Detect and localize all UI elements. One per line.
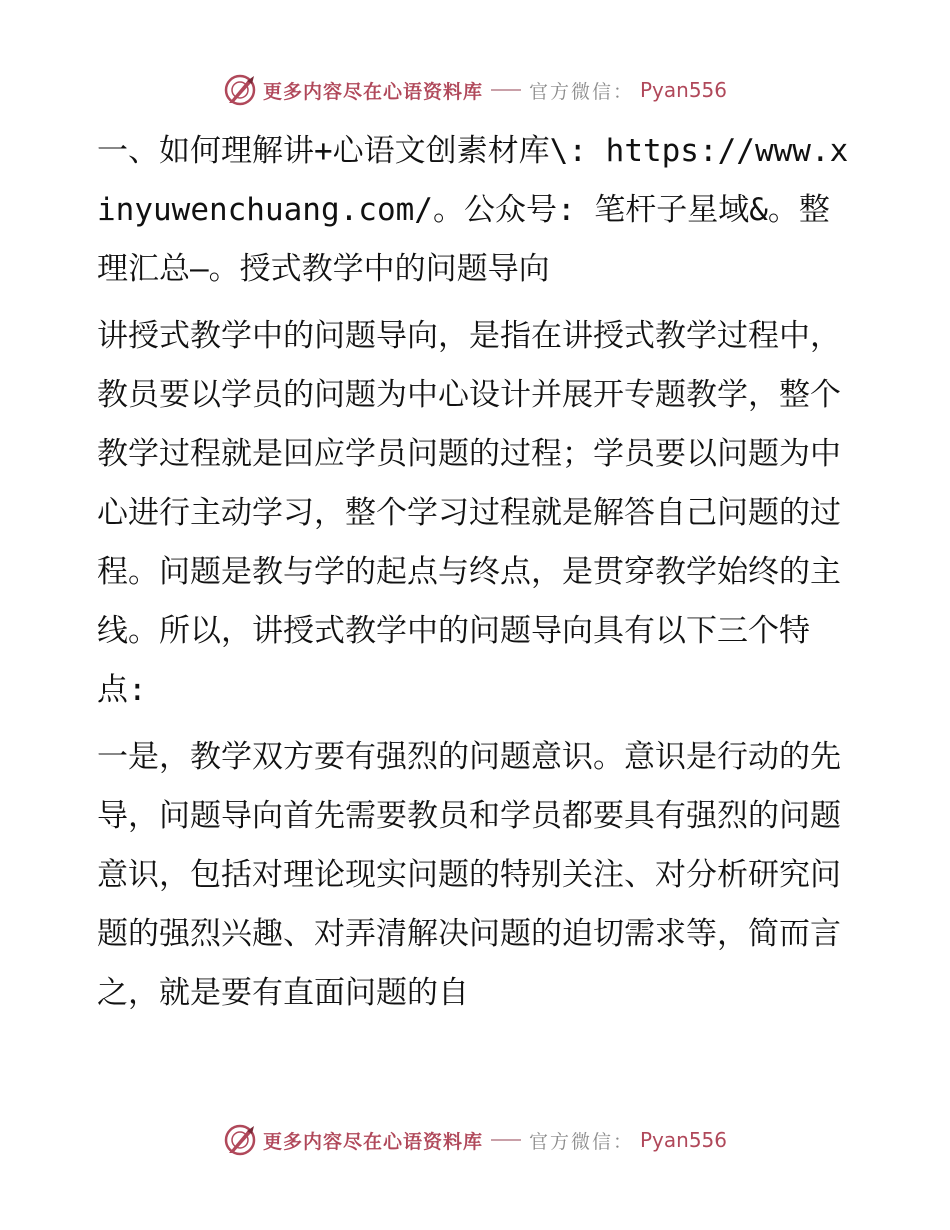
quill-logo-icon xyxy=(223,73,257,107)
banner-label: 更多内容尽在心语资料库 xyxy=(262,1130,483,1153)
banner-divider xyxy=(491,1139,521,1141)
banner-wechat-id: Pyan556 xyxy=(640,78,728,102)
header-banner xyxy=(0,70,950,110)
banner-contact: 官方微信： xyxy=(528,1130,634,1153)
document-body xyxy=(97,122,857,1031)
banner-contact: 官方微信： xyxy=(528,80,634,103)
paragraph-1: 一、如何理解讲+心语文创素材库\: https://www.xinyuwenchuang.com/。公众号: 笔杆子星域&。整理汇总—。授式教学中的问题导向 xyxy=(97,133,849,287)
footer-banner xyxy=(0,1120,950,1160)
banner-label: 更多内容尽在心语资料库 xyxy=(262,80,483,103)
paragraph-3: 一是，教学双方要有强烈的问题意识。意识是行动的先导，问题导向首先需要教员和学员都要具有强烈的问题意识，包括对理论现实问题的特别关注、对分析研究问题的强烈兴趣、对弄清解决问题的迫切需求等，简而言之，就是要有直面问题的自 xyxy=(97,739,841,1011)
banner-wechat-id: Pyan556 xyxy=(640,1128,728,1152)
banner-divider xyxy=(491,89,521,91)
quill-logo-icon xyxy=(223,1123,257,1157)
paragraph-2: 讲授式教学中的问题导向，是指在讲授式教学过程中，教员要以学员的问题为中心设计并展开专题教学，整个教学过程就是回应学员问题的过程；学员要以问题为中心进行主动学习，整个学习过程就是解答自己问题的过程。问题是教与学的起点与终点，是贯穿教学始终的主线。所以，讲授式教学中的问题导向具有以下三个特点: xyxy=(97,318,841,708)
